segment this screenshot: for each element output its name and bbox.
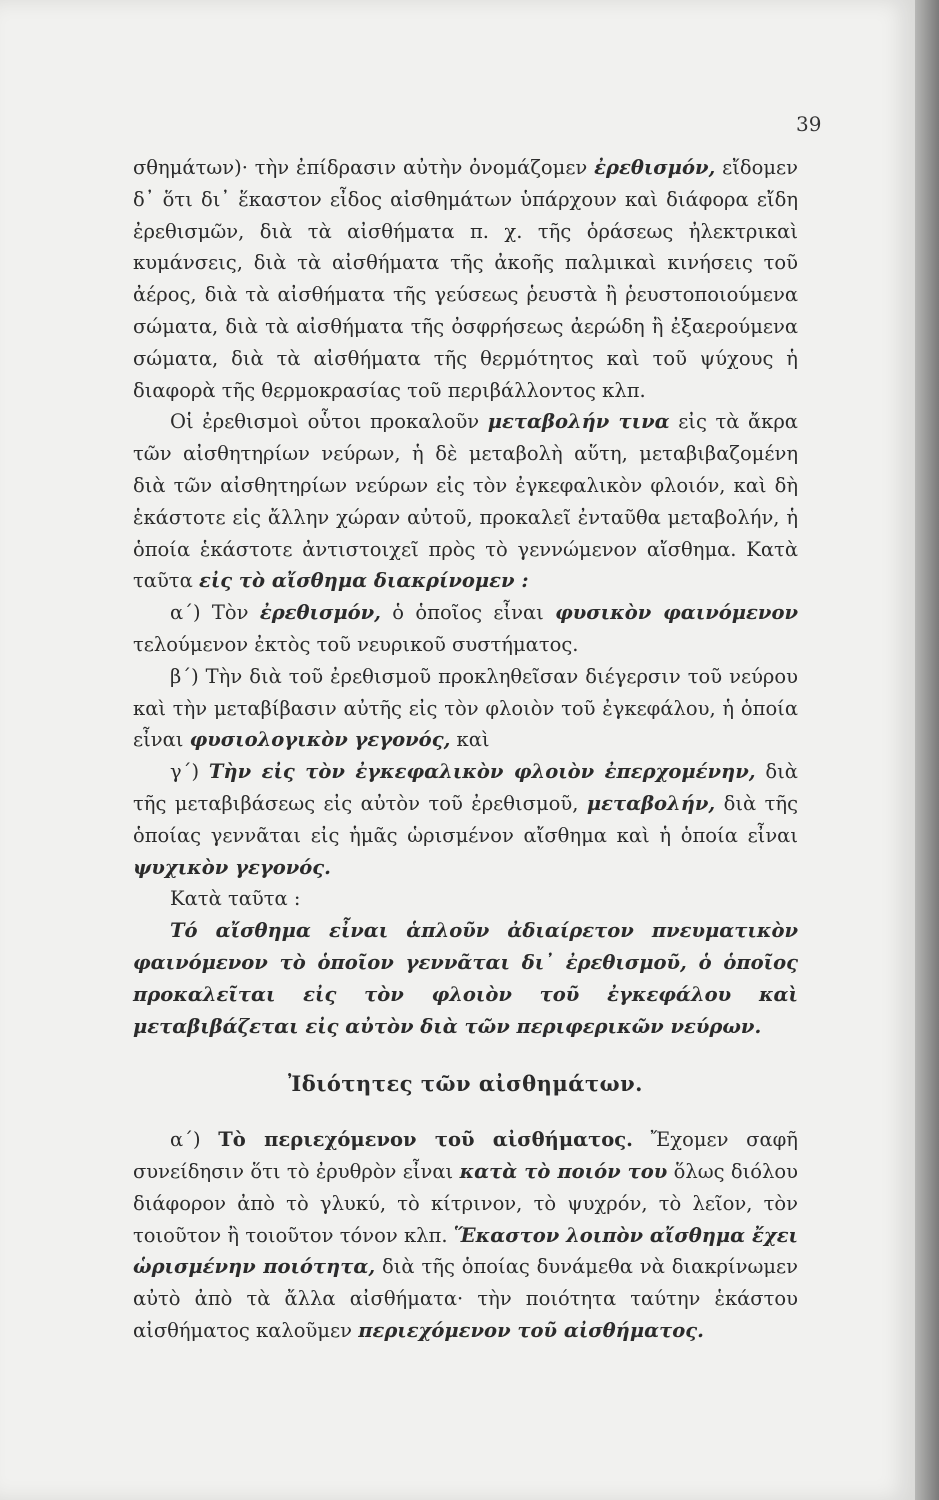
text-run: Οἱ ἐρεθισμοὶ οὗτοι προκαλοῦν — [170, 410, 488, 434]
page-number: 39 — [796, 112, 822, 136]
text-run: ὁ ὁποῖος εἶναι — [380, 601, 556, 625]
text-run: διὰ τῆς μεταβιβάσεως εἰς αὐτὸν τοῦ ἐρεθισμοῦ, — [133, 760, 798, 815]
emphasis: ἐρεθισμόν, — [259, 601, 381, 625]
list-item-c — [133, 756, 798, 883]
emphasis: εἰς τὸ αἴσθημα διακρίνομεν : — [198, 569, 529, 593]
paragraph-change — [133, 406, 798, 597]
page-body — [133, 152, 798, 1347]
emphasis: ἐρεθισμόν, — [594, 156, 716, 179]
text-run: καὶ — [450, 728, 490, 752]
text-run: β΄) Τὴν διὰ τοῦ ἐρεθισμοῦ προκληθεῖσαν διέγερσιν τοῦ νεύρου καὶ τὴν μεταβίβασιν αὐτῆς εἰς τὸν φλοιὸν τοῦ ἐγκεφάλου, ἡ ὁποία εἶναι — [133, 664, 798, 752]
emphasis: Ἕκαστον λοιπὸν αἴσθημα ἔχει ὡρισμένην ποιότητα, — [133, 1223, 798, 1279]
emphasis: Τὴν εἰς τὸν ἐγκεφαλικὸν φλοιὸν ἐπερχομένην, — [208, 760, 756, 784]
text-run: α΄) Τὸν — [170, 601, 260, 625]
text-run: τελούμενον ἐκτὸς τοῦ νευρικοῦ συστήματος. — [133, 632, 579, 656]
text-run: εἴδομεν δ᾽ ὅτι δι᾽ ἕκαστον εἶδος αἰσθημάτων ὑπάρχουν καὶ διάφορα εἴδη ἐρεθισμῶν, διὰ τὰ αἰσθήματα π. χ. τῆς ὁράσεως ἠλεκτρικαὶ κυμάνσεις, διὰ τὰ αἰσθήματα τῆς ἀκοῆς παλμικαὶ κινήσεις τοῦ ἀέρος, διὰ τὰ αἰσθήματα τῆς γεύσεως ῥευστὰ ἢ ῥευστοποιούμενα σώματα, διὰ τὰ αἰσθήματα τῆς ὀσφρήσεως ἀερώδη ἢ ἐξαερούμενα σώματα, διὰ τὰ αἰσθήματα τῆς θερμότητος καὶ τοῦ ψύχους ἡ διαφορὰ τῆς θερμοκρασίας τοῦ περιβάλλοντος κλπ. — [133, 156, 799, 402]
text-run: γ΄) — [170, 760, 209, 784]
emphasis: μεταβολήν, — [586, 791, 716, 815]
definition-paragraph: Τό αἴσθημα εἶναι ἁπλοῦν ἀδιαίρετον πνευματικὸν φαινόμενον τὸ ὁποῖον γεννᾶται δι᾽ ἐρεθισμοῦ, ὁ ὁποῖος προκαλεῖται εἰς τὸν φλοιὸν τοῦ ἐγκεφάλου καὶ μεταβιβάζεται εἰς αὐτὸν διὰ τῶν περιφερικῶν νεύρων. — [133, 919, 798, 1038]
emphasis: μεταβολήν τινα — [487, 410, 670, 434]
page-edge — [915, 0, 939, 1500]
text-run: Ἔχομεν σαφῆ συνείδησιν ὅτι τὸ ἐρυθρὸν εἶναι — [133, 1128, 798, 1183]
list-item-b — [133, 661, 798, 756]
subheading: Τὸ περιεχόμενον τοῦ αἰσθήματος. — [218, 1128, 633, 1152]
paragraph-stimulus — [133, 152, 798, 406]
emphasis: φυσικὸν φαινόμενον — [555, 601, 798, 625]
text-run: α΄) — [170, 1128, 219, 1152]
paragraph-content — [133, 1124, 798, 1347]
emphasis: κατὰ τὸ ποιόν του — [459, 1159, 668, 1183]
text-run: διὰ τῆς ὁποίας δυνάμεθα νὰ διακρίνωμεν αὐτὸ ἀπὸ τὰ ἄλλα αἰσθήματα· τὴν ποιότητα ταύτην ἑκάστου αἰσθήματος καλοῦμεν — [133, 1255, 799, 1342]
text-run: διὰ τῆς ὁποίας γεννᾶται εἰς ἡμᾶς ὡρισμένον αἴσθημα καὶ ἡ ὁποία εἶναι — [133, 791, 799, 847]
emphasis: ψυχικὸν γεγονός. — [133, 855, 331, 879]
text-run: σθημάτων)· τὴν ἐπίδρασιν αὐτὴν ὀνομάζομεν — [133, 156, 595, 179]
section-heading: Ἰδιότητες τῶν αἰσθημάτων. — [288, 1071, 643, 1097]
text-run: ὅλως διόλου διάφορον ἀπὸ τὸ γλυκύ, τὸ κίτρινον, τὸ ψυχρόν, τὸ λεῖον, τὸν τοιοῦτον ἢ τοιοῦτον τόνον κλπ. — [133, 1159, 798, 1247]
text-run: εἰς τὰ ἄκρα τῶν αἰσθητηρίων νεύρων, ἡ δὲ μεταβολὴ αὕτη, μεταβιβαζομένη διὰ τῶν αἰσθητηρίων νεύρων εἰς τὸν ἐγκεφαλικὸν φλοιόν, καὶ δὴ ἑκάστοτε εἰς ἄλλην χώραν αὐτοῦ, προκαλεῖ ἐνταῦθα μεταβολήν, ἡ ὁποία ἑκάστοτε ἀντιστοιχεῖ πρὸς τὸ γεννώμενον αἴσθημα. Κατὰ ταῦτα — [133, 410, 798, 593]
list-item-a — [133, 597, 798, 661]
emphasis: περιεχόμενον τοῦ αἰσθήματος. — [358, 1318, 704, 1342]
paragraph-therefore: Κατὰ ταῦτα : — [170, 887, 301, 911]
emphasis: φυσιολογικὸν γεγονός, — [189, 728, 451, 752]
